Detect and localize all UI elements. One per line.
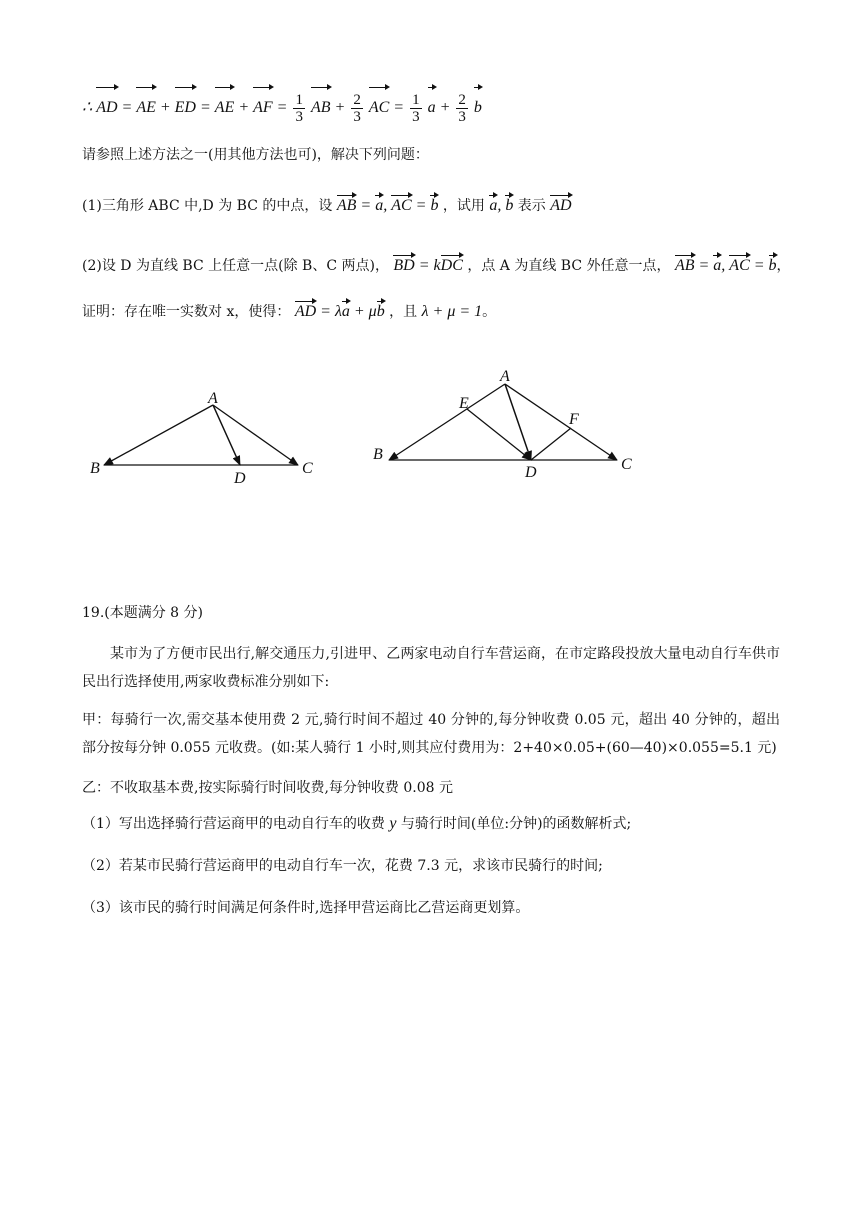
q1-prefix: (1)三角形 ABC 中,D 为 BC 的中点，设 — [82, 198, 333, 214]
label-C: C — [621, 456, 632, 473]
vector-b: b — [376, 303, 385, 320]
k-scalar: k — [433, 257, 441, 274]
pricing-yi: 乙：不收取基本费,按实际骑行时间收费,每分钟收费 0.08 元 — [82, 780, 453, 796]
question-1: (1)三角形 ABC 中,D 为 BC 的中点，设 AB = a, AC = b ，试用 a, b 表示 AD — [82, 197, 572, 214]
subquestion-3: （3）该市民的骑行时间满足何条件时,选择甲营运商比乙营运商更划算。 — [82, 900, 530, 916]
triangle-figure-2 — [365, 362, 655, 492]
sub1-suffix: 与骑行时间(单位:分钟)的函数解析式; — [400, 816, 632, 832]
vector-BD: BD — [393, 257, 415, 274]
fraction-one-third: $\frac{1}{3}$ — [295, 91, 303, 125]
pricing-jia: 甲：每骑行一次,需交基本使用费 2 元,骑行时间不超过 40 分钟的,每分钟收费 0.05 元，超出 40 分钟的，超出部分按每分钟 0.055 元收费。(如:某人骑行 1 小时,则其应付费用为：2+40×0.05+(60—40)×0.055=5.1 元) — [82, 712, 780, 756]
instruction-text: 请参照上述方法之一(用其他方法也可)，解决下列问题： — [82, 147, 429, 163]
label-C: C — [302, 460, 313, 477]
therefore-symbol: ∴ — [82, 99, 93, 116]
vector-AE: AE — [136, 88, 156, 128]
fraction-one-third: $\frac{1}{3}$ — [412, 91, 420, 125]
equals-sign: = — [121, 99, 133, 116]
vector-a: a — [375, 197, 384, 214]
equals-sign: = — [393, 99, 405, 116]
subquestion-1 — [82, 814, 631, 834]
vector-b: b — [430, 197, 439, 214]
problem-19-heading: 19.(本题满分 8 分) — [82, 605, 203, 621]
vector-AD: AD — [294, 303, 317, 320]
label-E: E — [459, 395, 469, 412]
vector-AB-arrow — [104, 405, 213, 465]
plus-sign: + — [334, 99, 346, 116]
problem-19-intro: 某市为了方便市民出行,解交通压力,引进甲、乙两家电动自行车营运商，在市定路段投放大量电动自行车供市民出行选择使用,两家收费标准分别如下: — [82, 646, 780, 690]
vector-b: b — [505, 197, 514, 214]
label-D: D — [234, 470, 246, 487]
label-B: B — [373, 446, 383, 463]
vector-AE: AE — [215, 88, 235, 128]
vector-AB: AB — [311, 88, 331, 128]
vector-AB: AB — [674, 257, 695, 274]
vector-DC: DC — [440, 257, 463, 274]
vector-ED: ED — [175, 88, 196, 128]
q2-line2-mid: ，且 — [389, 304, 418, 320]
equals-sign: = — [199, 99, 211, 116]
sub1-prefix: （1）写出选择骑行营运商甲的电动自行车的收费 — [82, 816, 385, 832]
vector-AC: AC — [369, 88, 389, 128]
label-A: A — [208, 390, 218, 407]
subquestion-2: （2）若某市民骑行营运商甲的电动自行车一次，花费 7.3 元，求该市民骑行的时间; — [82, 858, 603, 874]
vector-AC-arrow — [505, 384, 617, 460]
label-A: A — [500, 368, 510, 385]
vector-AB-arrow — [389, 384, 505, 460]
vector-b: b — [768, 257, 777, 274]
lambda: λ — [334, 303, 342, 320]
q2-mid: ，点 A 为直线 BC 外任意一点， — [467, 258, 671, 274]
fraction-two-thirds: $\frac{2}{3}$ — [353, 91, 361, 125]
q2-prefix: (2)设 D 为直线 BC 上任意一点(除 B、C 两点)， — [82, 258, 389, 274]
vector-AF: AF — [253, 88, 273, 128]
q1-suffix: 表示 — [517, 198, 546, 214]
q2-end: ， — [776, 258, 791, 274]
vector-a: a — [489, 197, 498, 214]
vector-AC: AC — [729, 257, 750, 274]
q1-mid: ，试用 — [442, 198, 485, 214]
vector-AD: AD — [96, 88, 117, 128]
plus-sign: + — [238, 99, 250, 116]
vector-b: b — [474, 88, 482, 128]
q2-line2-prefix: 证明：存在唯一实数对 x，使得： — [82, 304, 291, 320]
equals-sign: = — [276, 99, 288, 116]
fraction-two-thirds: $\frac{2}{3}$ — [458, 91, 466, 125]
mu: μ — [368, 303, 377, 320]
variable-y: y — [389, 815, 397, 832]
plus-sign: + — [159, 99, 171, 116]
segment-DF — [531, 428, 571, 460]
q2-line2-end: 。 — [482, 304, 497, 320]
triangle-figure-1 — [80, 385, 340, 495]
vector-equation — [82, 88, 482, 128]
label-B: B — [90, 460, 100, 477]
label-F: F — [569, 411, 579, 428]
vector-a: a — [341, 303, 350, 320]
lambda-mu-condition: λ + μ = 1 — [421, 303, 483, 320]
plus-sign: + — [439, 99, 451, 116]
vector-AC: AC — [391, 197, 412, 214]
question-2-line-2: 证明：存在唯一实数对 x，使得： AD = λa + μb ，且 λ + μ = 1。 — [82, 303, 497, 320]
label-D: D — [525, 464, 537, 481]
vector-ED-arrow — [467, 409, 531, 460]
question-2: (2)设 D 为直线 BC 上任意一点(除 B、C 两点)， BD = kDC ，点 A 为直线 BC 外任意一点， AB = a, AC = b， — [82, 257, 791, 274]
vector-a: a — [713, 257, 722, 274]
vector-AD-arrow — [505, 384, 531, 460]
vector-AB: AB — [336, 197, 357, 214]
vector-a: a — [428, 88, 436, 128]
vector-AD: AD — [550, 197, 572, 214]
